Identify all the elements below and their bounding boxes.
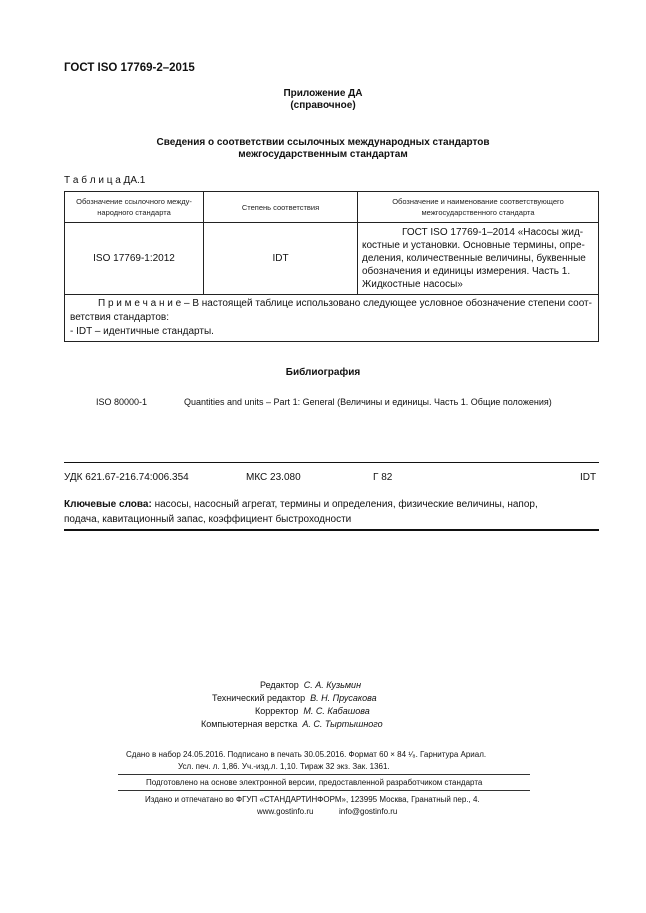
doc-code: ГОСТ ISO 17769-2–2015 — [64, 62, 195, 74]
section-title-line2: межгосударственным стандартам — [238, 149, 408, 160]
divider-imprint — [118, 774, 530, 775]
imprint-line4: Издано и отпечатано во ФГУП «СТАНДАРТИНФОРМ», 123995 Москва, Гранатный пер., 4. — [145, 795, 480, 804]
g-code: Г 82 — [373, 472, 393, 483]
idt-code: IDT — [580, 472, 597, 483]
divider-top — [64, 462, 599, 463]
header-interstate-standard: Обозначение и наименование соответствующего межгосударственного стандарта — [358, 192, 599, 223]
annex-subtitle: (справочное) — [290, 100, 356, 111]
mks-code: МКС 23.080 — [246, 472, 301, 483]
imprint-line2: Усл. печ. л. 1,86. Уч.-изд.л. 1,10. Тираж 32 экз. Зак. 1361. — [178, 762, 390, 771]
section-title-line1: Сведения о соответствии ссылочных международных стандартов — [156, 137, 490, 148]
credit-layout: Компьютерная верстка А. С. Тыртышного — [201, 719, 383, 729]
udk-code: УДК 621.67-216.74:006.354 — [64, 472, 189, 483]
divider-keywords — [64, 529, 599, 531]
cell-interstate-standard: ГОСТ ISO 17769-1–2014 «Насосы жид- костные и установки. Основные термины, опре- деления, количественные величины, буквенные обозначения и единицы измерения. Часть 1. Жидкостные насосы» — [358, 223, 599, 295]
bibliography-text: Quantities and units – Part 1: General (Величины и единицы. Часть 1. Общие положения) — [184, 397, 552, 407]
cell-degree: IDT — [204, 223, 358, 295]
table-caption: Т а б л и ц а ДА.1 — [64, 175, 146, 186]
credit-tech-editor: Технический редактор В. Н. Прусакова — [212, 693, 377, 703]
table-note-row — [65, 295, 599, 342]
header-degree: Степень соответствия — [204, 192, 358, 223]
table-header-row — [65, 192, 599, 223]
imprint-line1: Сдано в набор 24.05.2016. Подписано в печать 30.05.2016. Формат 60 × 84 ¹⁄₈. Гарнитура Ариал. — [126, 750, 487, 759]
annex-title: Приложение ДА — [283, 88, 363, 99]
credit-proofreader: Корректор М. С. Кабашова — [255, 706, 370, 716]
table-row — [65, 223, 599, 295]
divider-imprint-2 — [118, 790, 530, 791]
header-ref-standard: Обозначение ссылочного между- народного стандарта — [65, 192, 204, 223]
keywords: Ключевые слова: насосы, насосный агрегат, термины и определения, физические величины, напор, подача, кавитационный запас, коэффициент быстроходности — [64, 499, 538, 525]
credits — [0, 679, 646, 731]
imprint-web[interactable]: www.gostinfo.ru — [257, 807, 314, 816]
credit-editor: Редактор С. А. Кузьмин — [260, 680, 362, 690]
imprint-line3: Подготовлено на основе электронной версии, предоставленной разработчиком стандарта — [146, 778, 483, 787]
table-note: П р и м е ч а н и е – В настоящей таблице использовано следующее условное обозначение степени соот- ветствия стандартов: - IDT – идентичные стандарты. — [65, 295, 599, 342]
cell-ref-standard: ISO 17769-1:2012 — [65, 223, 204, 295]
bibliography-title: Библиография — [285, 367, 361, 378]
bibliography-code: ISO 80000-1 — [96, 397, 148, 407]
correspondence-table — [64, 191, 599, 342]
imprint-email[interactable]: info@gostinfo.ru — [339, 807, 398, 816]
